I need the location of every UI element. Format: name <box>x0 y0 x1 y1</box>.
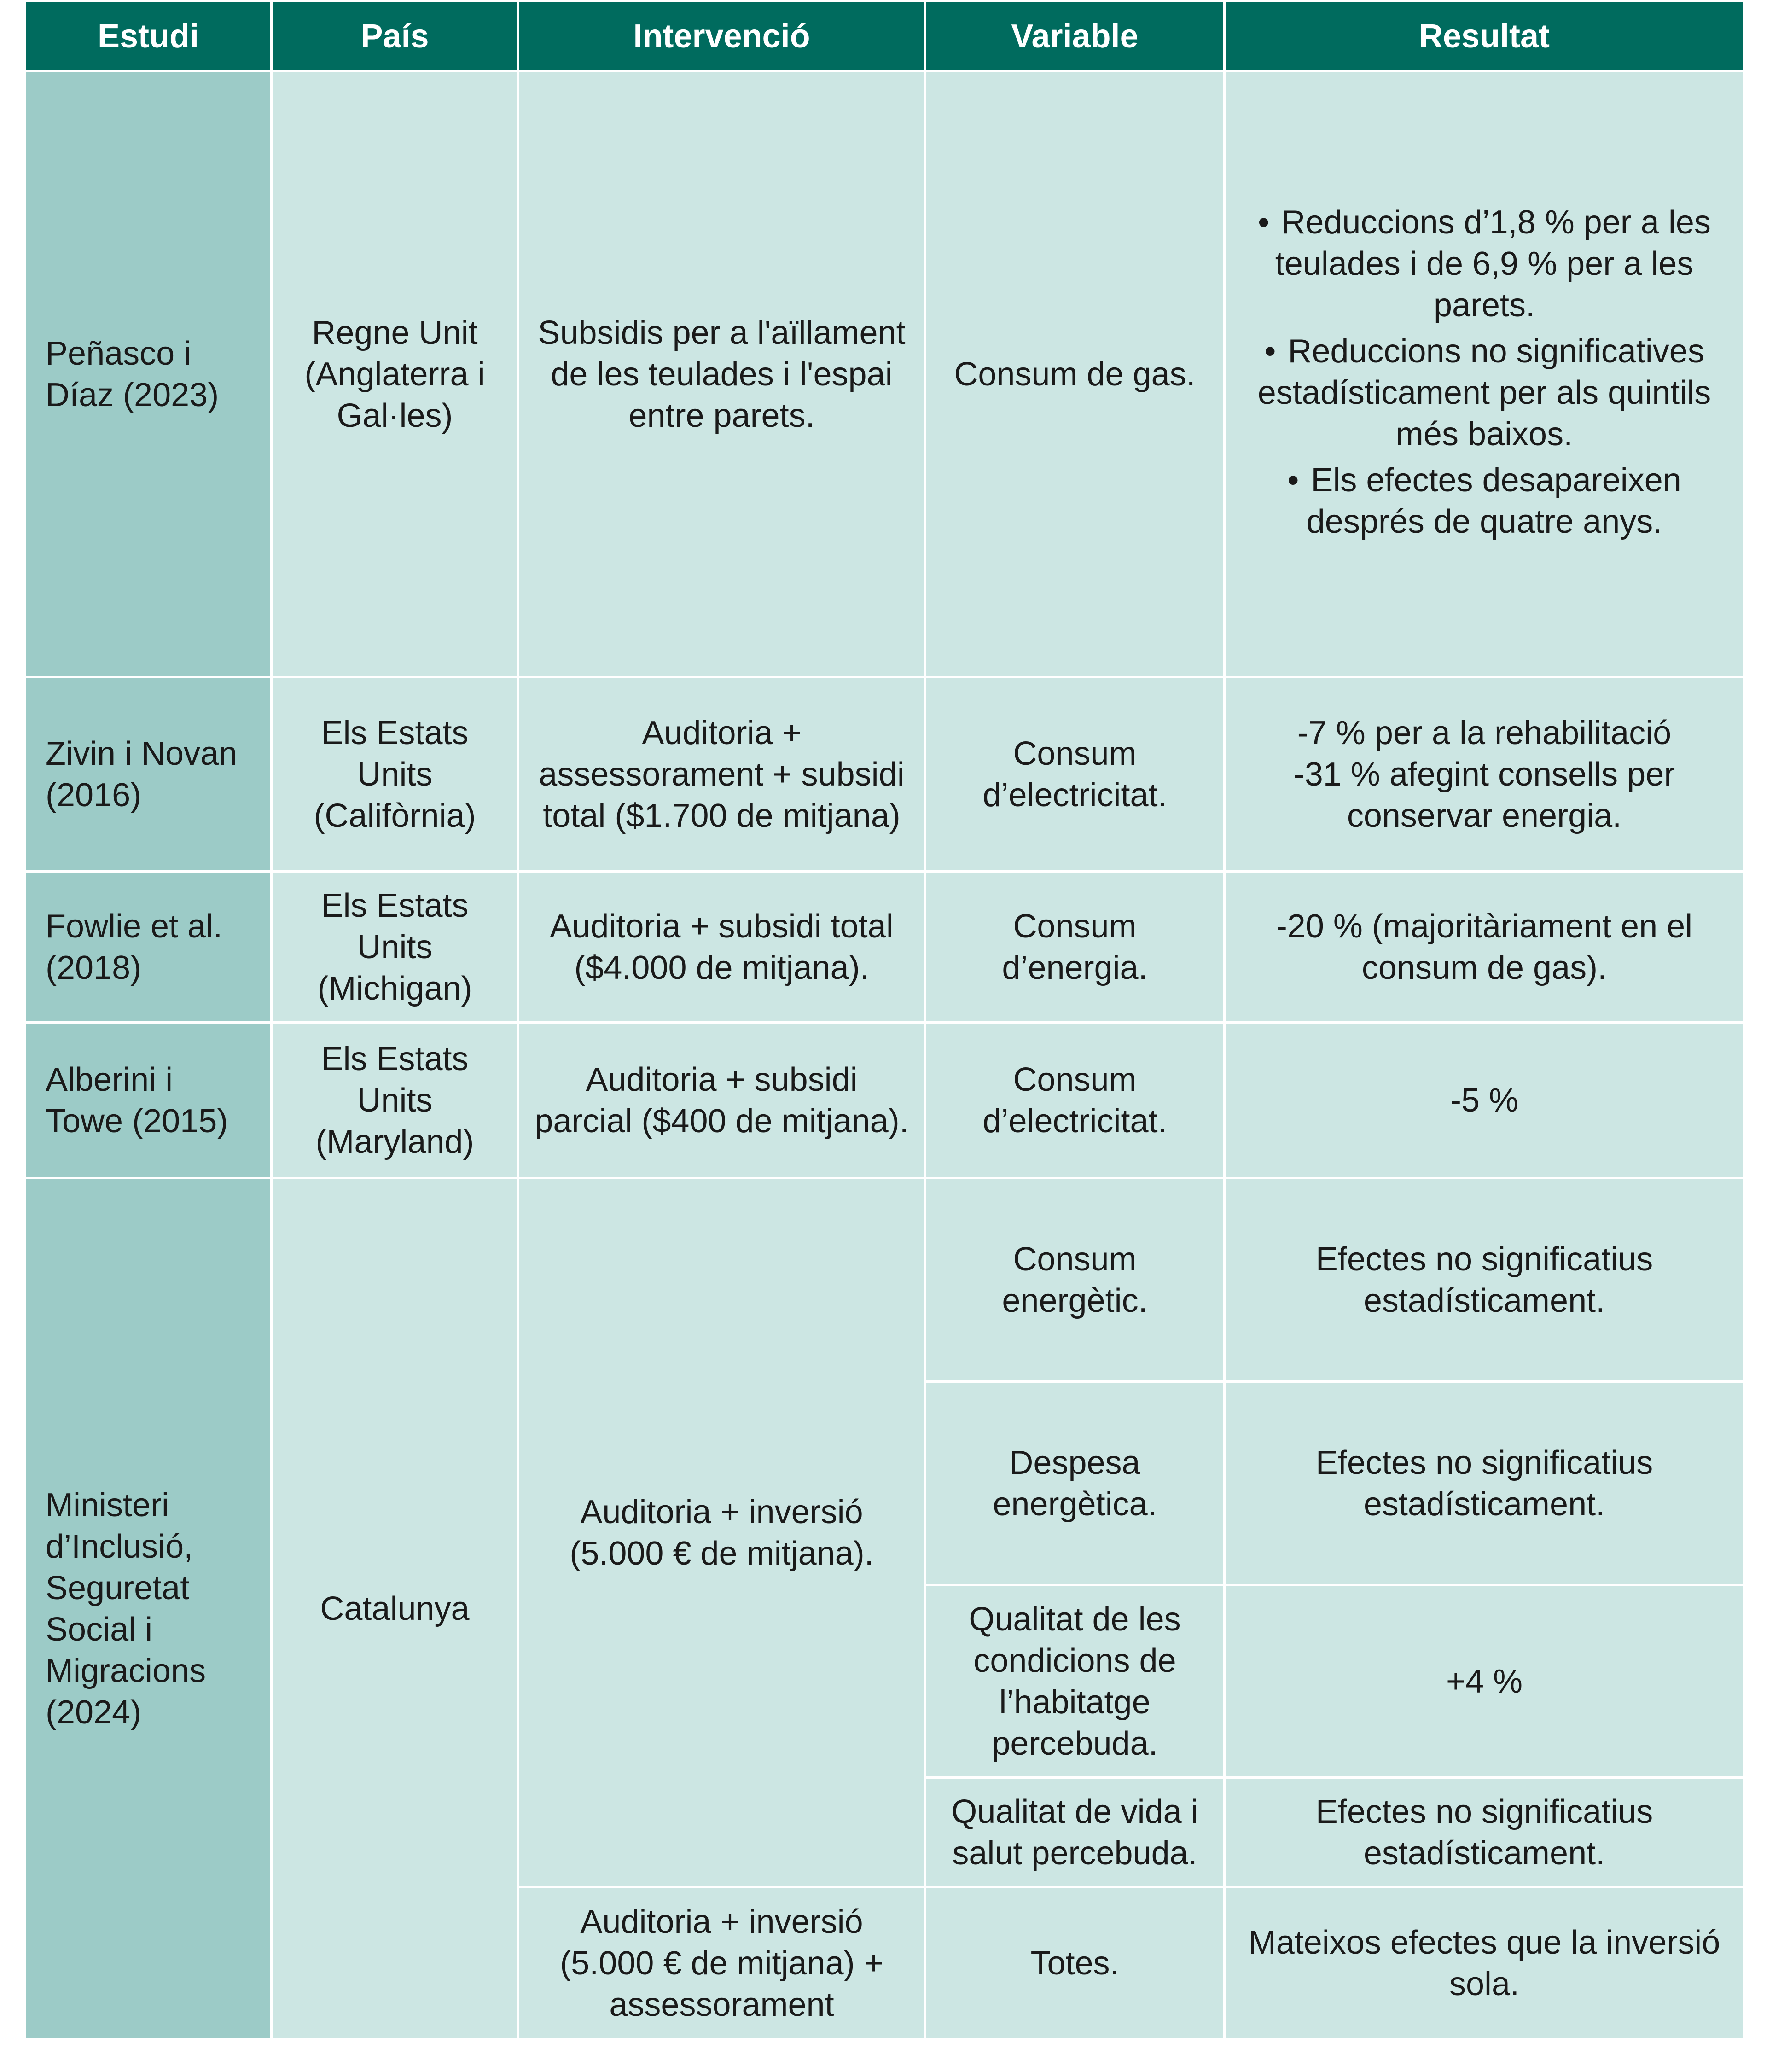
header-pais: País <box>272 1 518 71</box>
result-bullet-list <box>1239 202 1729 542</box>
result-cell: +4 % <box>1225 1585 1744 1778</box>
result-line: -7 % per a la rehabilitació <box>1297 714 1672 751</box>
studies-table <box>24 0 1745 2040</box>
intervention-cell: Auditoria + subsidi total ($4.000 de mitjana). <box>518 872 925 1023</box>
variable-cell: Qualitat de vida i salut percebuda. <box>925 1778 1225 1887</box>
intervention-cell: Auditoria + inversió (5.000 € de mitjana). <box>518 1178 925 1887</box>
table-header <box>25 1 1744 71</box>
intervention-cell: Auditoria + assessorament + subsidi total ($1.700 de mitjana) <box>518 677 925 872</box>
variable-cell: Consum de gas. <box>925 71 1225 677</box>
header-estudi: Estudi <box>25 1 272 71</box>
country-cell: Els Estats Units (Michigan) <box>272 872 518 1023</box>
result-cell <box>1225 71 1744 677</box>
result-cell: Efectes no significatius estadísticament. <box>1225 1778 1744 1887</box>
result-cell: Efectes no significatius estadísticament. <box>1225 1178 1744 1382</box>
header-resultat: Resultat <box>1225 1 1744 71</box>
header-intervencio: Intervenció <box>518 1 925 71</box>
study-cell: Fowlie et al. (2018) <box>25 872 272 1023</box>
country-cell: Els Estats Units (Maryland) <box>272 1023 518 1178</box>
result-bullet: • Reduccions no significatives estadísticament per als quintils més baixos. <box>1239 331 1729 455</box>
table-row <box>25 872 1744 1023</box>
table-row <box>25 1023 1744 1178</box>
table-body <box>25 71 1744 2039</box>
header-variable: Variable <box>925 1 1225 71</box>
variable-cell: Consum d’electricitat. <box>925 1023 1225 1178</box>
result-cell <box>1225 677 1744 872</box>
result-cell: -20 % (majoritàriament en el consum de gas). <box>1225 872 1744 1023</box>
country-cell: Regne Unit (Anglaterra i Gal·les) <box>272 71 518 677</box>
table-row <box>25 71 1744 677</box>
intervention-cell: Auditoria + subsidi parcial ($400 de mitjana). <box>518 1023 925 1178</box>
study-cell: Zivin i Novan (2016) <box>25 677 272 872</box>
variable-cell: Qualitat de les condicions de l’habitatge percebuda. <box>925 1585 1225 1778</box>
header-row <box>25 1 1744 71</box>
country-cell: Els Estats Units (Califòrnia) <box>272 677 518 872</box>
variable-cell: Consum energètic. <box>925 1178 1225 1382</box>
variable-cell: Consum d’electricitat. <box>925 677 1225 872</box>
study-cell: Alberini i Towe (2015) <box>25 1023 272 1178</box>
result-line: -31 % afegint consells per conservar energia. <box>1293 756 1675 834</box>
intervention-cell: Auditoria + inversió (5.000 € de mitjana) + assessorament <box>518 1887 925 2039</box>
country-cell: Catalunya <box>272 1178 518 2039</box>
table-row <box>25 677 1744 872</box>
study-cell: Ministeri d’Inclusió, Seguretat Social i Migracions (2024) <box>25 1178 272 2039</box>
intervention-cell: Subsidis per a l'aïllament de les teulades i l'espai entre parets. <box>518 71 925 677</box>
study-cell: Peñasco i Díaz (2023) <box>25 71 272 677</box>
result-bullet: • Els efectes desapareixen després de quatre anys. <box>1239 460 1729 542</box>
result-cell: -5 % <box>1225 1023 1744 1178</box>
result-cell: Efectes no significatius estadísticament. <box>1225 1382 1744 1585</box>
result-bullet: • Reduccions d’1,8 % per a les teulades i de 6,9 % per a les parets. <box>1239 202 1729 326</box>
variable-cell: Totes. <box>925 1887 1225 2039</box>
table-row <box>25 1178 1744 1382</box>
result-cell: Mateixos efectes que la inversió sola. <box>1225 1887 1744 2039</box>
variable-cell: Despesa energètica. <box>925 1382 1225 1585</box>
variable-cell: Consum d’energia. <box>925 872 1225 1023</box>
